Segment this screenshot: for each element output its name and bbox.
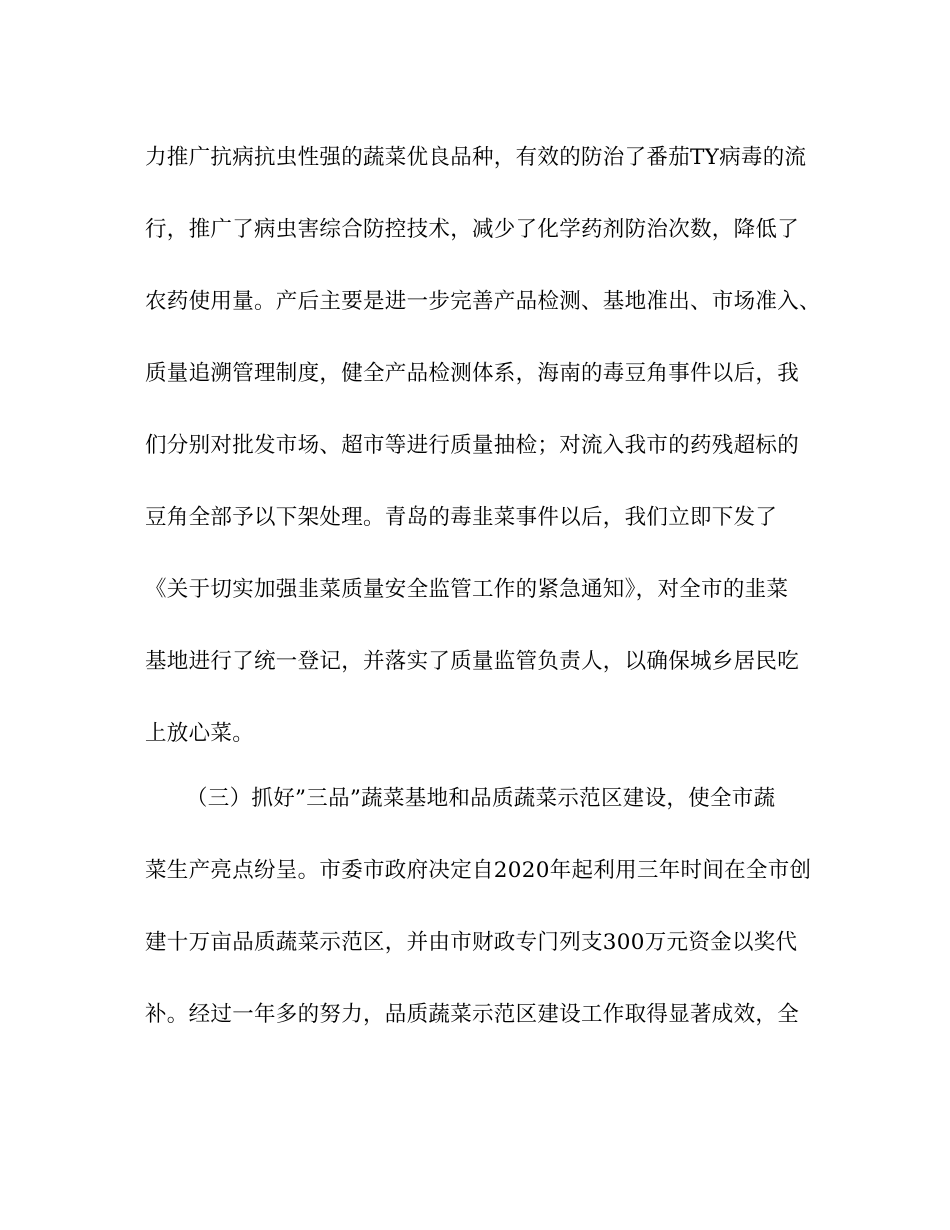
text-line: 补。经过一年多的努力，品质蔬菜示范区建设工作取得显著成效，全 xyxy=(145,1002,800,1027)
text-line: 们分别对批发市场、超市等进行质量抽检；对流入我市的药残超标的 xyxy=(145,433,800,458)
section-heading-line: （三）抓好”三品”蔬菜基地和品质蔬菜示范区建设，使全市蔬 xyxy=(186,786,776,811)
text-line: 《关于切实加强韭菜质量安全监管工作的紧急通知》，对全市的韭菜 xyxy=(145,577,789,602)
text-line: 力推广抗病抗虫性强的蔬菜优良品种，有效的防治了番茄TY病毒的流 xyxy=(145,145,807,170)
text-line: 农药使用量。产后主要是进一步完善产品检测、基地准出、市场准入、 xyxy=(145,289,821,314)
text-line: 行，推广了病虫害综合防控技术，减少了化学药剂防治次数，降低了 xyxy=(145,217,800,242)
text-line: 豆角全部予以下架处理。青岛的毒韭菜事件以后，我们立即下发了 xyxy=(145,505,778,530)
text-line: 建十万亩品质蔬菜示范区，并由市财政专门列支300万元资金以奖代 xyxy=(145,930,798,955)
text-line: 上放心菜。 xyxy=(145,721,255,746)
text-line: 基地进行了统一登记，并落实了质量监管负责人，以确保城乡居民吃 xyxy=(145,649,800,674)
text-line: 质量追溯管理制度，健全产品检测体系，海南的毒豆角事件以后，我 xyxy=(145,361,800,386)
text-line: 菜生产亮点纷呈。市委市政府决定自2020年起利用三年时间在全市创 xyxy=(145,858,812,883)
